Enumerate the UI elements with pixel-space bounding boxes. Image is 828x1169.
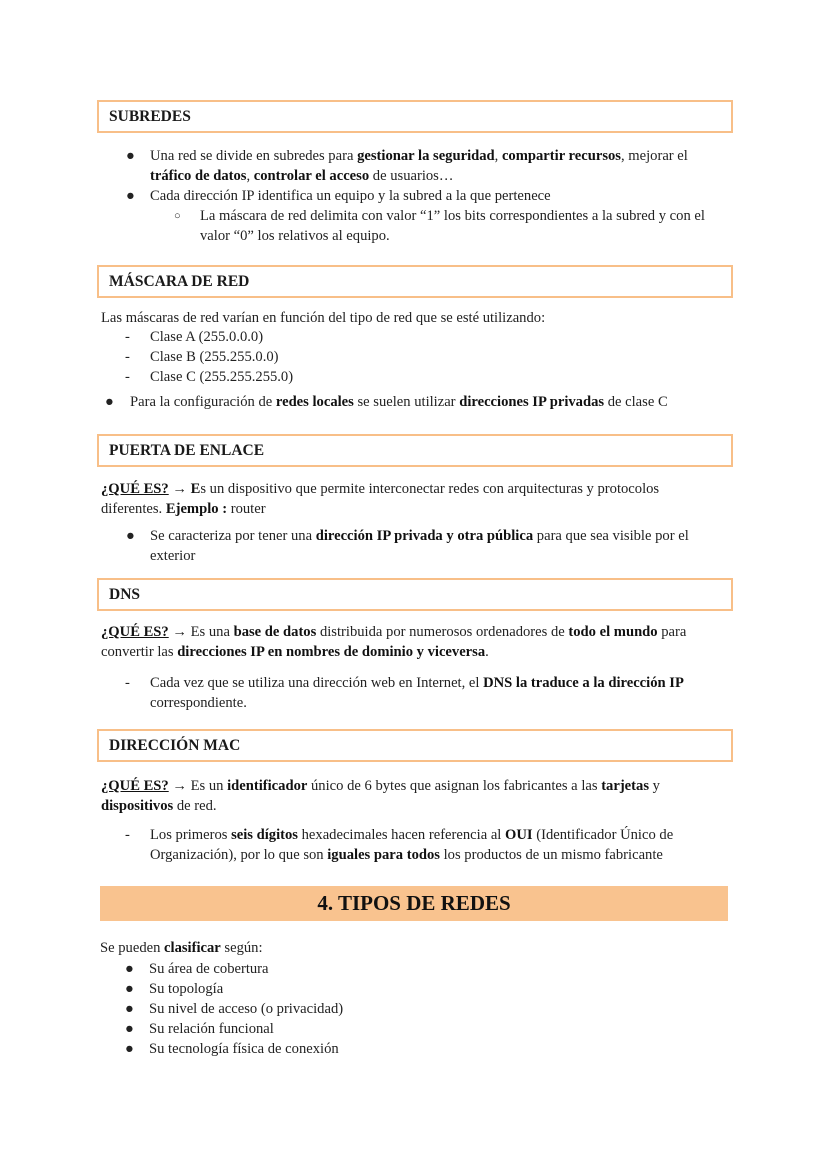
bullet-icon: ● [125,1041,134,1057]
text: Su área de cobertura [149,961,269,977]
item-text [150,675,684,711]
text: Su topología [149,981,224,997]
bold-text: ¿QUÉ ES? [101,624,169,640]
paragraph [101,479,701,519]
text: único de 6 bytes que asignan los fabricantes a las [307,778,602,794]
text: (Identificador Único de Organización), por lo que son [150,827,674,863]
bold-text: gestionar la seguridad [357,148,495,164]
bold-text: identificador [227,778,308,794]
paragraph [101,622,721,662]
text: Clase A (255.0.0.0) [150,329,264,345]
bold-text: seis dígitos [231,827,298,843]
text: Su relación funcional [149,1021,274,1037]
bold-text: iguales para todos [327,847,440,863]
text: para convertir las [101,624,687,660]
text: Las máscaras de red varían en función del tipo de red que se esté utilizando: [101,310,546,326]
bold-text: dirección IP privada y otra pública [315,528,534,544]
text: Su nivel de acceso (o privacidad) [149,1001,344,1017]
item-text [150,369,293,385]
section-title: PUERTA DE ENLACE [109,442,265,459]
list-item: - Cada vez que se utiliza una dirección web en Internet, el DNS la traduce a la dirección IP correspondiente. [125,675,684,711]
bullet-icon: ● [126,188,135,204]
item-text [149,1001,343,1017]
text: de red. [173,798,217,814]
section-title: DNS [109,586,141,603]
circle-bullet-icon: ○ [174,210,181,222]
item-text [149,961,269,977]
bold-text: controlar el acceso [253,168,370,184]
tipos-content [100,938,730,1059]
bullet-icon: ● [126,528,135,544]
bold-text: ¿QUÉ ES? [101,778,169,794]
text: → Es un [168,778,228,794]
text: de usuarios… [369,168,454,184]
section-title: DIRECCIÓN MAC [109,737,241,754]
section-title: MÁSCARA DE RED [109,273,250,290]
section-header-mascara [97,265,733,298]
mac-content [101,776,701,865]
bold-text: tarjetas [601,778,649,794]
dns-content [101,622,721,713]
text: . [485,644,489,660]
text: distribuida por numerosos ordenadores de [316,624,569,640]
list-item: - Clase C (255.255.255.0) [125,369,294,385]
subredes-content [101,146,731,246]
list-item [101,146,720,186]
list-item [101,392,731,412]
bold-text: redes locales [275,394,354,410]
bold-text: OUI [505,827,533,843]
list-item [100,1019,730,1039]
text: se suelen utilizar [353,394,460,410]
list-item: - Los primeros seis dígitos hexadecimales hacen referencia al OUI (Identificador Único de Organización), por lo que son iguales para todos los productos de un mismo fabricante [125,827,674,863]
bullet-icon: ● [105,394,114,410]
item-text [149,981,223,997]
bold-text: ¿QUÉ ES? [101,481,169,497]
bold-text: compartir recursos [501,148,621,164]
list-item: - Clase A (255.0.0.0) [125,329,264,345]
item-text [200,208,705,244]
bold-text: todo el mundo [568,624,658,640]
list-item [101,206,720,246]
text: los productos de un mismo fabricante [439,847,663,863]
bold-text: direcciones IP en nombres de dominio y viceversa [177,644,486,660]
item-text [150,148,688,184]
bullet-icon: ● [125,1001,134,1017]
puerta-content [101,479,701,566]
list-item [100,979,730,999]
text: → Es una [168,624,234,640]
text: , mejorar el [620,148,688,164]
text: Se pueden [100,940,165,956]
section-header-mac [97,729,733,762]
text: Cada dirección IP identifica un equipo y la subred a la que pertenece [150,188,551,204]
text: s un dispositivo que permite interconectar redes con arquitecturas y protocolos diferentes. [101,481,660,517]
bullet-icon: ● [125,981,134,997]
section-header-dns [97,578,733,611]
text: hexadecimales hacen referencia al [297,827,505,843]
text: Su tecnología física de conexión [149,1041,339,1057]
text: → [168,481,191,497]
text: La máscara de red delimita con valor “1” los bits correspondientes a la subred y con el valor “0” los relativos al equipo. [200,208,705,244]
bold-text: tráfico de datos [150,168,247,184]
text: de clase C [604,394,668,410]
bold-text: Ejemplo : [165,501,228,517]
text: Clase B (255.255.0.0) [150,349,279,365]
text: para que sea visible por el exterior [150,528,689,564]
item-text [130,394,668,410]
text: y [649,778,660,794]
list-item [100,1039,730,1059]
text: Los primeros [150,827,232,843]
text: Para la configuración de [130,394,276,410]
item-text [150,349,279,365]
text: correspondiente. [150,695,247,711]
list-item [100,999,730,1019]
item-text [149,1041,339,1057]
paragraph [101,308,731,328]
bullet-icon: ● [125,961,134,977]
item-text [150,528,689,564]
bullet-icon: ● [125,1021,134,1037]
bold-text: direcciones IP privadas [459,394,605,410]
section-header-subredes [97,100,733,133]
chapter-title: 4. TIPOS DE REDES [317,891,511,915]
text: Cada vez que se utiliza una dirección web en Internet, el [150,675,484,691]
item-text [150,329,263,345]
list-item: - Clase B (255.255.0.0) [125,349,279,365]
text: , [246,168,254,184]
text: , [494,148,502,164]
text: Una red se divide en subredes para [150,148,358,164]
bold-text: E [190,481,201,497]
bold-text: base de datos [233,624,317,640]
text: router [227,501,266,517]
mascara-content [101,308,731,412]
paragraph [100,938,730,958]
bold-text: clasificar [164,940,221,956]
bold-text: dispositivos [101,798,174,814]
item-text [150,188,551,204]
list-item [101,526,720,566]
section-header-puerta [97,434,733,467]
list-item [100,959,730,979]
section-title: SUBREDES [109,108,191,125]
item-text [149,1021,274,1037]
item-text [150,827,673,863]
text: Se caracteriza por tener una [150,528,316,544]
bold-text: DNS la traduce a la dirección IP [483,675,684,691]
text: según: [220,940,263,956]
paragraph [101,776,701,816]
chapter-banner [100,886,728,921]
list-item [101,186,731,206]
bullet-icon: ● [126,148,135,164]
text: Clase C (255.255.255.0) [150,369,294,385]
